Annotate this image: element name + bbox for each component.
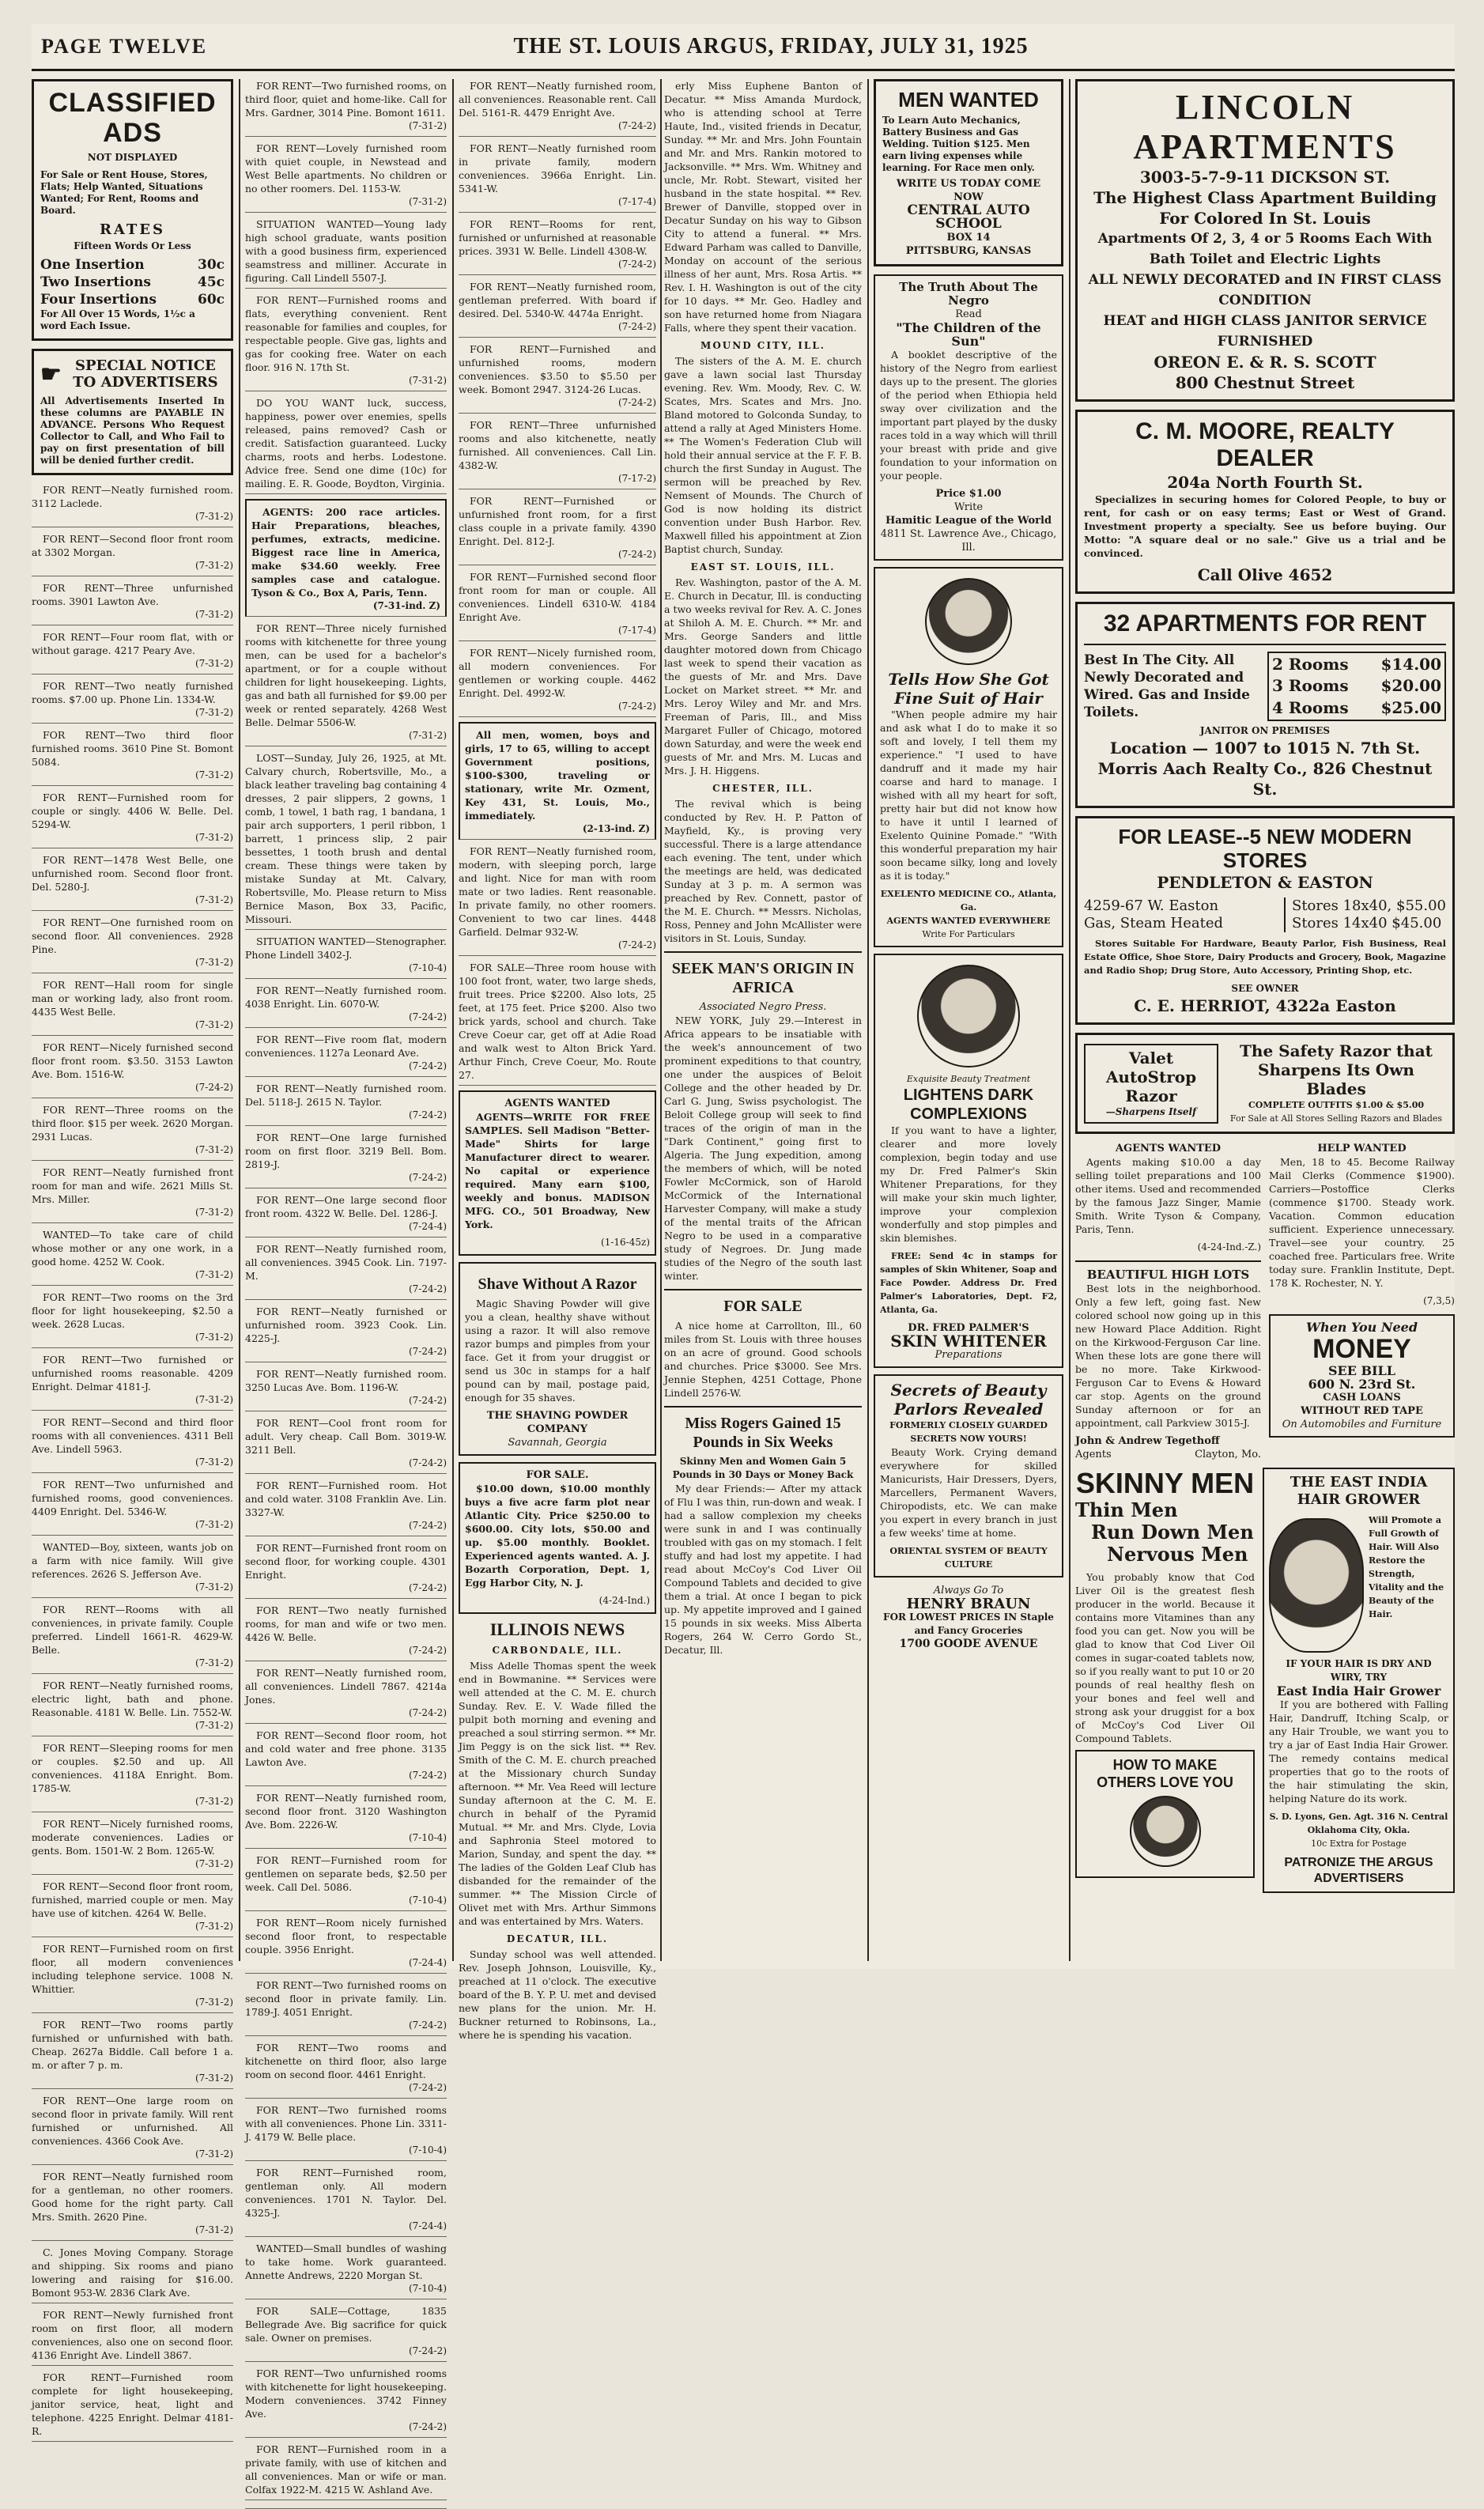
classified-ad: FOR RENT—Furnished room on first floor, all modern conveniences including telephone service. 1008 N. Whittier. (7-31-2) xyxy=(32,1942,233,2013)
column-6 xyxy=(1075,79,1455,1961)
classified-ad: WANTED—Small bundles of washing to take home. Work guaranteed. Annette Andrews, 2220 Morgan St. (7-10-4) xyxy=(245,2242,447,2299)
newspaper-title: THE ST. LOUIS ARGUS, FRIDAY, JULY 31, 1925 xyxy=(513,33,1029,59)
special-notice-body: All Advertisements Inserted In these columns are PAYABLE IN ADVANCE. Persons Who Request Collector to Call, and Who Fail to pay on first presentation of bill will be denied further credit. xyxy=(40,395,225,466)
column-1 xyxy=(32,79,233,2437)
classified-ad: FOR RENT—Furnished front room on second floor, for working couple. 4301 Enright. (7-24-2) xyxy=(245,1541,447,1599)
agents-wanted-box: AGENTS WANTED AGENTS—WRITE FOR FREE SAMPLES. Sell Madison "Better-Made" Shirts for large Manufacturer direct to wearer. No capital or experience required. Many earn $100, weekly and bonus. MADISON MFG. CO., 501 Broadway, New York. (1-16-45z) xyxy=(459,1090,656,1256)
men-wanted-ad: MEN WANTED To Learn Auto Mechanics, Battery Business and Gas Welding. Tuition $125. Men earn living expenses while learning. For Race men only. WRITE US TODAY COME NOW CENTRAL AUTO SCHOOL BOX 14 PITTSBURG, KANSAS xyxy=(874,79,1063,266)
classified-ad: FOR RENT—Furnished room for couple or singly. 4406 W. Belle. Del. 5294-W. (7-31-2) xyxy=(32,791,233,848)
classified-ad: FOR RENT—Furnished rooms and flats, everything convenient. Rent reasonable for families and couples, for respectable people. Give gas, lights and gas for cooking free. Water on each floor. 916 N. 17th St. (7-31-2) xyxy=(245,293,447,391)
newspaper-page xyxy=(32,24,1455,2496)
east-india-hair-ad: THE EAST INDIA HAIR GROWER Will Promote a Full Growth of Hair. Will Also Restore the Strength, Vitality and the Beauty of the Hair. IF YOUR HAIR IS DRY AND WIRY, TRY East India Hair Grower If you are bothered with Falling Hair, Dandruff, Itching Scalp, or any Hair Trouble, we want you to try a jar of East India Hair Grower. The remedy contains medical properties that go to the roots of the hair stimulating the skin, helping Nature do its work. S. D. Lyons, Gen. Agt. 316 N. Central Oklahoma City, Okla. 10c Extra for Postage PATRONIZE THE ARGUS ADVERTISERS xyxy=(1263,1468,1455,1893)
classified-ad: FOR RENT—Furnished or unfurnished front room, for a first class couple in a private family. 4390 Enright. Del. 812-J. (7-24-2) xyxy=(459,494,656,565)
classified-ad: FOR RENT—Neatly furnished rooms, electric light, bath and phone. Reasonable. 4181 W. Belle. Lin. 7552-W. (7-31-2) xyxy=(32,1679,233,1736)
classified-ad-government: All men, women, boys and girls, 17 to 65, willing to accept Government positions, $100-$300, traveling or stationary, write Mr. Ozment, Key 431, St. Louis, Mo., immediately. (2-13-ind. Z) xyxy=(459,722,656,840)
farm-sale-ad: FOR SALE. $10.00 down, $10.00 monthly buys a five acre farm plot near Atlantic City. Price $250.00 to $600.00. City lots, $50.00 and up. $5.00 monthly. Booklet. Experienced agents wanted. A. J. Bozarth Corporation, Dept. 1, Egg Harbor City, N. J. (4-24-Ind.) xyxy=(459,1462,656,1614)
classified-ad xyxy=(245,2505,447,2509)
classified-ad: FOR RENT—Second floor room, hot and cold water and free phone. 3135 Lawton Ave. (7-24-2) xyxy=(245,1729,447,1786)
classified-ad: FOR RENT—Second floor front room at 3302 Morgan. (7-31-2) xyxy=(32,532,233,576)
rate-row: Four Insertions 60c xyxy=(40,292,225,308)
classified-ad: FOR RENT—Five room flat, modern conveniences. 1127a Leonard Ave. (7-24-2) xyxy=(245,1033,447,1077)
special-notice-title: SPECIAL NOTICE TO ADVERTISERS xyxy=(73,357,218,391)
classified-ad: FOR RENT—One large room on second floor in private family. Will rent furnished or unfurnished. All conveniences. 4366 Cook Ave. (7-31-2) xyxy=(32,2094,233,2165)
classified-ad: FOR SALE—Cottage, 1835 Bellegrade Ave. Big sacrifice for quick sale. Owner on premises. (7-24-2) xyxy=(245,2304,447,2362)
rates-subtitle: Fifteen Words Or Less xyxy=(74,240,191,251)
classified-intro: For Sale or Rent House, Stores, Flats; Help Wanted, Situations Wanted; For Rent, Rooms and Board. xyxy=(40,169,208,216)
classified-ad: FOR RENT—Neatly furnished room. 4038 Enright. Lin. 6070-W. (7-24-2) xyxy=(245,984,447,1028)
classified-ad: FOR RENT—Two furnished rooms with all conveniences. Phone Lin. 3311-J. 4179 W. Belle place. (7-10-4) xyxy=(245,2103,447,2161)
classified-ad: FOR RENT—Furnished room for gentlemen on separate beds, $2.50 per week. Call Del. 5086. (7-10-4) xyxy=(245,1853,447,1911)
classified-ad: FOR RENT—Three rooms on the third floor. $15 per week. 2620 Morgan. 2931 Lucas. (7-31-2) xyxy=(32,1103,233,1161)
classified-ad: FOR RENT—Lovely furnished room with quiet couple, in Newstead and West Belle apartments. No children or no other roomers. Del. 1153-W. (7-31-2) xyxy=(245,142,447,213)
classified-ad: FOR RENT—Two third floor furnished rooms. 3610 Pine St. Bomont 5084. (7-31-2) xyxy=(32,728,233,786)
classified-ad: FOR RENT—Neatly furnished room. Del. 5118-J. 2615 N. Taylor. (7-24-2) xyxy=(245,1082,447,1126)
woman-portrait-illustration xyxy=(925,578,1012,665)
woman-long-hair-illustration xyxy=(1269,1518,1364,1653)
shave-ad: Shave Without A Razor Magic Shaving Powder will give you a clean, healthy shave without using a razor. It will also remove razor bumps and pimples from your face. Get it from your druggist or send us 30c in stamps for a half pound can by mail, postage paid, enough for 35 shaves. THE SHAVING POWDER COMPANY Savannah, Georgia xyxy=(459,1262,656,1456)
classified-ad: FOR RENT—One large furnished room on first floor. 3219 Bell. Bom. 2819-J. (7-24-2) xyxy=(245,1131,447,1188)
illinois-news-heading: ILLINOIS NEWS xyxy=(489,1619,625,1639)
classified-ad: FOR RENT—Neatly furnished room, second floor front. 3120 Washington Ave. Bom. 2226-W. (7-10-4) xyxy=(245,1791,447,1849)
classified-ad: WANTED—To take care of child whose mother or any one work, in a good home. 4252 W. Cook. (7-31-2) xyxy=(32,1228,233,1286)
classified-ad: FOR RENT—Neatly furnished room in private family, modern conveniences. 3966a Enright. Lin. 5341-W. (7-17-4) xyxy=(459,142,656,213)
africa-headline: SEEK MAN'S ORIGIN IN AFRICA xyxy=(671,960,855,996)
classified-ad: FOR RENT—Three nicely furnished rooms with kitchenette for three young men, can be used for a bachelor's apartment, or for a couple without children for light housekeeping. Lights, gas and bath all furnished for $9.00 per week or rented separately. 4268 West Belle. Delmar 5506-W. (7-31-2) xyxy=(245,622,447,746)
classified-ad: FOR RENT—Second and third floor rooms with all conveniences. 4311 Bell Ave. Lindell 5963. (7-31-2) xyxy=(32,1415,233,1473)
rate-row: Two Insertions 45c xyxy=(40,274,225,290)
column-4: erly Miss Euphene Banton of Decatur. ** Miss Amanda Murdock, who is attending school at Terre Haute, Ind., visited friends in Decatur, Sunday. ** Mr. and Mrs. John Fountain and Mr. and Mrs. Rankin motored to Jacksonville. ** Mrs. Wm. Whitney and uncle, Mr. Robt. Stewart, visited her husband in the state hospital. ** Rev. Brewer of Danville, stopped over in Decatur Sunday on his way to Gibson City to attend a funeral. ** Mrs. Edward Parham was called to Danville, Monday on account of the serious illness of her aunt, Mrs. Rosa Artis. ** Rev. I. H. Washington is out of the city for 10 days. ** Mr. Geo. Hadley and son have returned home from Niagara Falls, where they spent their vacation. MOUND CITY, ILL. The sisters of the A. M. E. church gave a lawn social last Thursday evening. Rev. Wm. Moody, Rev. C. W. Scates, Mrs. Scates and Mrs. Jno. Bland motored to Golconda Sunday, to attend a rally at Aged Ministers Home. ** The Women's Federation Club will hold their annual service at the F. F. B. church the first Sunday in August. The sermon will be preached by Rev. Nemsent of Mounds. The Church of God is now holding its district convention under Bush Harbor. Rev. Maxwell filled his appointment at Zion Baptist church, Sunday. EAST ST. LOUIS, ILL. Rev. Washington, pastor of the A. M. E. Church in Decatur, Ill. is conducting a two weeks revival for Rev. A. C. Jones at Shiloh A. M. E. Church. ** Mr. and Mrs. George Sanders and little daughter motored down from Chicago last week to spend their vacation as the guests of Mr. and Mrs. Dave Locket on Market street. ** Mr. and Mrs. Leroy Wiley and Mr. and Mrs. Freeman of Paris, Ill., and Miss Margaret Fuller of Chicago, motored down Saturday, and were the week end guests of Mr. and Mrs. M. Lucas and Mrs. J. H. Higgens. CHESTER, ILL. The revival which is being conducted by Rev. H. P. Patton of Mayfield, Ky., is proving very successful. There is a large attendance each evening. The tent, under which the meetings are held, was dedicated Sunday at 3 p. m. A sermon was preached by Rev. Connett, pastor of the M. E. Church. ** Messrs. Nicholas, Ross, Penney and John McAllister were visitors in St. Louis, Sunday. SEEK MAN'S ORIGIN IN AFRICA Associated Negro Press. NEW YORK, July 29.—Interest in Africa appears to be insatiable with the week's announcement of two prominent expeditions to that country, one under the auspices of Beloit College and the other headed by Dr. Carl G. Jung, Swiss psychologist. The Beloit College group will seek to find traces of the origin of man in the "Dark Continent," going first to Algeria. The Jung expedition, among the members of which, will be noted Fowler McCormick, son of Harold McCormick of the International Harvester Company, will make a study of the mental traits of the African Negro to be used in a comparative study of Negroes. Dr. Jung made studies of the Negro of the south last winter. FOR SALE A nice home at Carrollton, Ill., 60 miles from St. Louis with three houses on an acre of ground. Good schools and churches. Price $3000. See Mrs. Jennie Stephen, 4251 Cottage, Phone Lindell 2576-W. Miss Rogers Gained 15 Pounds in Six Weeks Skinny Men and Women Gain 5 Pounds in 30 Days or Money Back My dear Friends:— After my attack of Flu I was thin, run-down and weak. I had a sallow complexion my cheeks were sunk in and I was continually troubled with gas on my stomach. I felt stuffy and had lost my appetite. I had read about McCoy's Cod Liver Oil Compound Tablets and decided to give them a trial. At once I began to pick up. My appetite improved and I gained 15 pounds in six weeks. Miss Alberta Rogers, 264 W. Cerro Gordo St., Decatur, Ill. xyxy=(664,80,862,1656)
classified-ad: FOR RENT—Cool front room for adult. Very cheap. Call Bom. 3019-W. 3211 Bell. (7-24-2) xyxy=(245,1416,447,1474)
classified-ad: FOR RENT—Neatly furnished room. 3250 Lucas Ave. Bom. 1196-W. (7-24-2) xyxy=(245,1367,447,1411)
price-row: 4 Rooms $25.00 xyxy=(1272,698,1441,718)
pointing-hand-icon: ☛ xyxy=(40,360,62,388)
classified-ad: FOR RENT—Neatly furnished room, all conveniences. Reasonable rent. Call Del. 5161-R. 4479 Enright Ave. (7-24-2) xyxy=(459,79,656,137)
classified-ad: LOST—Sunday, July 26, 1925, at Mt. Calvary church, Robertsville, Mo., a black leather traveling bag containing 4 dresses, 2 pair slippers, 2 gowns, 1 comb, 1 towel, 1 bath rag, 1 bandana, 1 pair arch supporters, 1 peril ribbon, 1 barrett, 1 princess slip, 2 pair bessettes, 1 tooth brush and dental cream. These things were taken by mistake Sunday at Mt. Calvary, Robertsville, Mo. Please return to Miss Bernice Mason, Box 33, Pacific, Missouri. xyxy=(245,751,447,930)
classified-ad: FOR SALE—Three room house with 100 foot front, water, two large sheds, fruit trees. Price $2200. Also lots, 25 feet, at 175 feet. Price $200. Also two brick yards, school and church. Take Creve Coeur car, get off at Adie Road and walk west to Alton Brick Yard. Arthur Finch, Creve Coeur, Mo. Route 27. xyxy=(459,961,656,1086)
classified-ad: FOR RENT—Two unfurnished and furnished rooms, good conveniences. 4409 Enright. Del. 5346-W. (7-31-2) xyxy=(32,1478,233,1536)
classified-ad-agents: AGENTS: 200 race articles. Hair Preparations, bleaches, perfumes, extracts, medicine. Biggest race line in America, make $34.60 weekly. Free samples case and catalogue. Tyson & Co., Box A, Paris, Tenn. (7-31-ind. Z) xyxy=(245,499,447,617)
classified-ad: FOR RENT—One large second floor front room. 4322 W. Belle. Del. 1286-J. (7-24-4) xyxy=(245,1193,447,1237)
shave-ad-title: Shave Without A Razor xyxy=(478,1275,637,1293)
rates-title: RATES xyxy=(99,221,166,238)
classified-ad: FOR RENT—Neatly furnished room, gentleman preferred. With board if desired. Del. 5340-W. 4474a Enright. (7-24-2) xyxy=(459,280,656,338)
classified-ad: FOR RENT—Neatly furnished or unfurnished room. 3923 Cook. Lin. 4225-J. (7-24-2) xyxy=(245,1305,447,1362)
classified-ad: FOR RENT—Two neatly furnished rooms, for man and wife or two men. 4426 W. Belle. (7-24-2) xyxy=(245,1604,447,1661)
page-number: PAGE TWELVE xyxy=(41,34,208,58)
classified-subtitle: NOT DISPLAYED xyxy=(87,152,178,163)
classified-ad: FOR RENT—Neatly furnished room. 3112 Laclede. (7-31-2) xyxy=(32,483,233,527)
classified-ad: FOR RENT—Rooms with all conveniences, in private family. Couple preferred. Lindell 1661-R. 4629-W. Belle. (7-31-2) xyxy=(32,1603,233,1674)
apartment-price-table xyxy=(1267,652,1446,721)
moore-realty-ad: C. M. MOORE, REALTY DEALER 204a North Fourth St. Specializes in securing homes for Colored People, to buy or rent, for cash or on easy terms; East or West of Grand. Investment property a specialty. See us before buying. Our Motto: "A square deal or no sale." Give us a trial and be convinced. Call Olive 4652 xyxy=(1075,410,1455,594)
classified-ad: FOR RENT—Neatly furnished room, all conveniences. 3945 Cook. Lin. 7197-M. (7-24-2) xyxy=(245,1242,447,1300)
classified-ad: FOR RENT—Furnished room, gentleman only. All modern conveniences. 1701 N. Taylor. Del. 4325-J. (7-24-4) xyxy=(245,2166,447,2237)
woman-portrait-illustration xyxy=(917,965,1020,1067)
classified-ad: FOR RENT—Neatly furnished room, modern, with sleeping porch, large and light. Nice for man with room mate or two ladies. Rent reasonable. In private family, no other roomers. Convenient to two car lines. 4448 Garfield. Delmar 932-W. (7-24-2) xyxy=(459,845,656,956)
classified-ad: FOR RENT—Nicely furnished room, all modern conveniences. For gentlemen or working couple. 4462 Enright. Del. 4992-W. (7-24-2) xyxy=(459,646,656,717)
classified-ad: FOR RENT—Two rooms and kitchenette on third floor, also large room on second floor. 4461 Enright. (7-24-2) xyxy=(245,2041,447,2099)
classified-ad: DO YOU WANT luck, success, happiness, power over enemies, spells released, pains removed? Cash or credit. Satisfaction guaranteed. Lucky charms, roots and herbs. Lodestone. Advice free. Send one dime (10c) for mailing. E. R. Goode, Boydton, Virginia. xyxy=(245,396,447,494)
rates-note: For All Over 15 Words, 1½c a word Each Issue. xyxy=(40,308,195,331)
classified-ad: C. Jones Moving Company. Storage and shipping. Six rooms and piano lowering and raising for $16.00. Bomont 953-W. 2836 Clark Ave. xyxy=(32,2246,233,2303)
skin-whitener-ad: Exquisite Beauty Treatment LIGHTENS DARK COMPLEXIONS If you want to have a lighter, clearer and more lovely complexion, begin today and use my Dr. Fred Palmer's Skin Whitener Preparations, for they will make your skin much lighter, improve your complexion wonderfully and stop pimples and skin blemishes. FREE: Send 4c in stamps for samples of Skin Whitener, Soap and Face Powder. Address Dr. Fred Palmer's Laboratories, Dept. F2, Atlanta, Ga. DR. FRED PALMER'S SKIN WHITENER Preparations xyxy=(874,954,1063,1368)
column-rule xyxy=(867,79,869,1961)
price-row: 2 Rooms $14.00 xyxy=(1272,654,1441,674)
classified-ad: FOR RENT—Sleeping rooms for men or couples. $2.50 and up. All conveniences. 4118A Enright. Bom. 1785-W. (7-31-2) xyxy=(32,1741,233,1812)
price-row: 3 Rooms $20.00 xyxy=(1272,676,1441,696)
classified-ad: FOR RENT—One furnished room on second floor. All conveniences. 2928 Pine. (7-31-2) xyxy=(32,916,233,973)
classified-ad: FOR RENT—1478 West Belle, one unfurnished room. Second floor front. Del. 5280-J. (7-31-2) xyxy=(32,853,233,911)
truth-about-negro-ad: The Truth About The Negro Read "The Children of the Sun" A booklet descriptive of the history of the Negro from earliest days up to the present. The glories of the period when Ethiopia held sway over civilization and the important part played by the dusky races told in a way which will thrill your breast with pride and give foundation to your information on your people. Price $1.00 Write Hamitic League of the World 4811 St. Lawrence Ave., Chicago, Ill. xyxy=(874,274,1063,561)
classified-ad: FOR RENT—Furnished room complete for light housekeeping, janitor service, heat, light and telephone. 4225 Enright. Delmar 4181-R. xyxy=(32,2371,233,2442)
agents-wanted-box-2: AGENTS WANTED Agents making $10.00 a day selling toilet preparations and 100 other items. Used and recommended by the famous Jazz Singer, Mamie Smith. Write Tyson & Company, Paris, Tenn. (4-24-Ind.-Z.) BEAUTIFUL HIGH LOTS Best lots in the neighborhood. Only a few left, going fast. New colored school now going up in this new Howard Place Addition. Right on the Kirkwood-Ferguson Car line. When these lots are gone there will be no more. Take Kirkwood-Ferguson Car to Evens & Howard car stop. Agents on the ground Sunday afternoon or for an appointment, call Parkview 3015-J. John & Andrew Tegethoff Agents Clayton, Mo. xyxy=(1075,1143,1261,1460)
classified-ad: FOR RENT—Two rooms on the 3rd floor for light housekeeping, $2.50 a week. 2628 Lucas. (7-31-2) xyxy=(32,1290,233,1348)
column-rule xyxy=(1069,79,1071,1961)
classified-ad: FOR RENT—Three unfurnished rooms. 3901 Lawton Ave. (7-31-2) xyxy=(32,581,233,625)
classified-ad: FOR RENT—Furnished and unfurnished rooms, modern conveniences. $3.50 to $5.50 per week. Bomont 2947. 3124-26 Lucas. (7-24-2) xyxy=(459,342,656,414)
classified-ad: FOR RENT—Rooms for rent, furnished or unfurnished at reasonable prices. 3931 W. Belle. Lindell 4308-W. (7-24-2) xyxy=(459,217,656,275)
classified-ad: FOR RENT—Neatly furnished room, all conveniences. Lindell 7867. 4214a Jones. (7-24-2) xyxy=(245,1666,447,1724)
column-rule xyxy=(452,79,454,1961)
classified-ad: FOR RENT—Four room flat, with or without garage. 4217 Peary Ave. (7-31-2) xyxy=(32,630,233,674)
column-3: FOR RENT—Neatly furnished room, all conveniences. Reasonable rent. Call Del. 5161-R. 4479 Enright Ave. (7-24-2) FOR RENT—Neatly furnished room in private family, modern conveniences. 3966a Enright. Lin. 5341-W. (7-17-4) FOR RENT—Rooms for rent, furnished or unfurnished at reasonable prices. 3931 W. Belle. Lindell 4308-W. (7-24-2) FOR RENT—Neatly furnished room, gentleman preferred. With board if desired. Del. 5340-W. 4474a Enright. (7-24-2) FOR RENT—Furnished and unfurnished rooms, modern conveniences. $3.50 to $5.50 per week. Bomont 2947. 3124-26 Lucas. (7-24-2) FOR RENT—Three unfurnished rooms and also kitchenette, neatly furnished. All conveniences. Call Lin. 4382-W. (7-17-2) FOR RENT—Furnished or unfurnished front room, for a first class couple in a private family. 4390 Enright. Del. 812-J. (7-24-2) FOR RENT—Furnished second floor front room for man or couple. All conveniences. Lindell 6310-W. 4184 Enright Ave. (7-17-4) FOR RENT—Nicely furnished room, all modern conveniences. For gentlemen or working couple. 4462 Enright. Del. 4992-W. (7-24-2) All men, women, boys and girls, 17 to 65, willing to accept Government positions, $100-$300, traveling or stationary, write Mr. Ozment, Key 431, St. Louis, Mo., immediately. (2-13-ind. Z) FOR RENT—Neatly furnished room, modern, with sleeping porch, large and light. Nice for man with room mate or two ladies. Rent reasonable. In private family, no other roomers. Convenient to two car lines. 4448 Garfield. Delmar 932-W. (7-24-2) FOR SALE—Three room house with 100 foot front, water, two large sheds, fruit trees. Price $2200. Also lots, 25 feet, at 175 feet. Price $200. Also two brick yards, school and church. Take Creve Coeur car, get off at Adie Road and walk west to Alton Brick Yard. Arthur Finch, Creve Coeur, Mo. Route 27. AGENTS WANTED AGENTS—WRITE FOR FREE SAMPLES. Sell Madison "Better-Made" Shirts for large Manufacturer direct to wearer. No capital or experience required. Many earn $100, weekly and bonus. MADISON MFG. CO., 501 Broadway, New York. (1-16-45z) Shave Without A Razor Magic Shaving Powder will give you a clean, healthy shave without using a razor. It will also remove razor bumps and pimples from your face. Get it from your druggist or send us 30c in stamps for a half pound can by mail, postage paid, enough for 35 shaves. THE SHAVING POWDER COMPANY Savannah, Georgia FOR SALE. $10.00 down, $10.00 monthly buys a five acre farm plot near Atlantic City. Price $250.00 to $600.00. City lots, $50.00 and up. $5.00 monthly. Booklet. Experienced agents wanted. A. J. Bozarth Corporation, Dept. 1, Egg Harbor City, N. J. (4-24-Ind.) ILLINOIS NEWS CARBONDALE, ILL. Miss Adelle Thomas spent the week end in Bowmanine. ** Services were well attended at the C. M. E. church Sunday. Rev. E. V. Wade filled the pulpit both morning and evening and preached a soul stirring sermon. ** Mr. Jim Peggy is on the sick list. ** Rev. Smith of the C. M. E. church preached at the Missionary church Sunday afternoon. ** Mr. Vea Reed will lecture Sunday afternoon at the C. M. E. church in behalf of the Pyramid Mutual. ** Mr. and Mrs. Clyde, Lovia and Saphronia Steel motored to Marion, Sunday, and spent the day. ** The ladies of the Golden Leaf Club has disbanded for the remainder of the summer. ** The Mission Circle of Olivet met with Mrs. Arthur Simmons and was entertained by Mrs. Waters. DECATUR, ILL. Sunday school was well attended. Rev. Joseph Johnson, Louisville, Ky., preached at 11 o'clock. The executive board of the B. Y. P. U. met and devised new plans for the union. Mr. H. Buckner returned to Robinsons, La., where he is spending his vacation. xyxy=(459,80,656,2041)
column-rule xyxy=(239,79,240,1961)
classified-ad: FOR RENT—Second floor front room, furnished, married couple or men. May have use of kitchen. 4264 W. Belle. (7-31-2) xyxy=(32,1880,233,1937)
skinny-men-ad: SKINNY MEN Thin Men Run Down Men Nervous Men You probably know that Cod Liver Oil is the greatest flesh producer in the world. Because it contains more Vitamines than any food you can get. Now you will be glad to know that Cod Liver Oil comes in sugar-coated tablets now, so if you really want to put 10 or 20 pounds of real healthy flesh on your bones and feel well and strong ask your druggist for a box of McCoy's Cod Liver Oil Compound Tablets. HOW TO MAKE OTHERS LOVE YOU xyxy=(1075,1468,1255,1899)
classified-ad: FOR RENT—Room nicely furnished second floor front, to respectable couple. 3956 Enright. (7-24-4) xyxy=(245,1916,447,1974)
column-2 xyxy=(245,79,447,2496)
beauty-parlor-secrets-ad: Secrets of Beauty Parlors Revealed FORMERLY CLOSELY GUARDED SECRETS NOW YOURS! Beauty Work. Crying demand everywhere for skilled Manicurists, Hair Dressers, Dyers, Marcellers, Permanent Wavers, Chiropodists, etc. We can make you expert in every branch in just a few weeks' time at home. ORIENTAL SYSTEM OF BEAUTY CULTURE xyxy=(874,1374,1063,1578)
valet-razor-ad: Valet AutoStrop Razor —Sharpens Itself The Safety Razor that Sharpens Its Own Blades COMPLETE OUTFITS $1.00 & $5.00 For Sale at All Stores Selling Razors and Blades xyxy=(1075,1033,1455,1134)
classified-ad: FOR RENT—Nicely furnished rooms, moderate conveniences. Ladies or gents. Bom. 1501-W. 2 Bom. 1265-W. (7-31-2) xyxy=(32,1817,233,1875)
money-loans-ad: When You Need MONEY SEE BILL 600 N. 23rd St. CASH LOANS WITHOUT RED TAPE On Automobiles and Furniture xyxy=(1269,1314,1455,1438)
classified-ad: FOR RENT—Furnished room. Hot and cold water. 3108 Franklin Ave. Lin. 3327-W. (7-24-2) xyxy=(245,1479,447,1536)
hair-pomade-ad: Tells How She Got Fine Suit of Hair "When people admire my hair and ask what I do to make it so soft and lovely, I tell them my experience." "I used to have dandruff and it made my hair coarse and hard to manage. I wished with all my heart for soft, pretty hair but did not know how to have it until I learned of Exelento Quinine Pomade." "With this wonderful preparation my hair soon became silky, long and lovely as it is today." EXELENTO MEDICINE CO., Atlanta, Ga. AGENTS WANTED EVERYWHERE Write For Particulars xyxy=(874,567,1063,947)
classified-ad: SITUATION WANTED—Stenographer. Phone Lindell 3402-J. (7-10-4) xyxy=(245,935,447,979)
classified-ad: FOR RENT—Furnished second floor front room for man or couple. All conveniences. Lindell 6310-W. 4184 Enright Ave. (7-17-4) xyxy=(459,570,656,641)
classified-ad: FOR RENT—Two unfurnished rooms with kitchenette for light housekeeping. Modern conveniences. 3742 Finney Ave. (7-24-2) xyxy=(245,2367,447,2438)
classified-box xyxy=(32,79,233,341)
classified-ad: FOR RENT—Two rooms partly furnished or unfurnished with bath. Cheap. 2627a Biddle. Call before 1 a. m. or after 7 p. m. (7-31-2) xyxy=(32,2018,233,2089)
classified-ad: WANTED—Boy, sixteen, wants job on a farm with nice family. Will give references. 2626 S. Jefferson Ave. (7-31-2) xyxy=(32,1540,233,1598)
classified-ad: FOR RENT—Neatly furnished front room for man and wife. 2621 Mills St. Mrs. Miller. (7-31-2) xyxy=(32,1166,233,1223)
love-ad: HOW TO MAKE OTHERS LOVE YOU xyxy=(1075,1750,1255,1878)
rogers-headline: Miss Rogers Gained 15 Pounds in Six Weeks xyxy=(685,1415,841,1451)
classified-ad: FOR RENT—Two furnished rooms, on third floor, quiet and home-like. Call for Mrs. Gardner, 3014 Pine. Bomont 1611. (7-31-2) xyxy=(245,79,447,137)
classified-ad: FOR RENT—Nicely furnished second floor front room. $3.50. 3153 Lawton Ave. Bom. 1516-W. (7-24-2) xyxy=(32,1041,233,1098)
news-continued: erly Miss Euphene Banton of Decatur. ** Miss Amanda Murdock, who is attending school at Terre Haute, Ind., visited friends in Decatur, Sunday. ** Mr. and Mrs. John Fountain and Mr. and Mrs. Rankin motored to Jacksonville. ** Mrs. Wm. Whitney and uncle, Mr. Robt. Stewart, visited her husband in the state hospital. ** Rev. Brewer of Danville, stopped over in Decatur Sunday on his way to Gibson City to attend a funeral. ** Mrs. Edward Parham was called to Danville, Monday on account of the serious illness of her aunt, Mrs. Rosa Artis. ** Rev. I. H. Washington is out of the city for 10 days. ** Mr. Geo. Hadley and son have returned home from Niagara Falls, where they spent their vacation. xyxy=(664,80,862,334)
classified-title: CLASSIFIED ADS xyxy=(48,88,217,148)
classified-ad: FOR RENT—Newly furnished front room on first floor, all modern conveniences, also one on second floor. 4136 Enright Ave. Lindell 3867. xyxy=(32,2308,233,2366)
classified-ad: SITUATION WANTED—Young lady high school graduate, wants position with a good business firm, experienced seamstress and milliner. Accurate in figuring. Call Lindell 5507-J. xyxy=(245,217,447,289)
classified-list xyxy=(32,483,233,2442)
classified-ad: FOR RENT—Hall room for single man or working lady, also front room. 4435 West Belle. (7-31-2) xyxy=(32,978,233,1036)
apartments-for-rent-ad: 32 APARTMENTS FOR RENT Best In The City. All Newly Decorated and Wired. Gas and Inside Toilets. 2 Rooms $14.00 3 Rooms $20.00 4 Rooms $25.00 JANITOR ON PREMISES Location — 1007 to 1015 N. 7th St. Morris Aach Realty Co., 826 Chestnut St. xyxy=(1075,602,1455,808)
henry-braun-ad: Always Go To HENRY BRAUN FOR LOWEST PRICES IN Staple and Fancy Groceries 1700 GOODE AVENUE xyxy=(883,1585,1054,1650)
help-wanted-box: HELP WANTED Men, 18 to 45. Become Railway Mail Clerks (Commence $1900). Carriers—Postoffice Clerks (commence $1700. Steady work. Vacation. Common education sufficient. Experience unnecessary. Travel—see your country. 25 coached free. Particulars free. Write today sure. Franklin Institute, Dept. 178 K. Rochester, N. Y. (7,3,5) When You Need MONEY SEE BILL 600 N. 23rd St. CASH LOANS WITHOUT RED TAPE On Automobiles and Furniture xyxy=(1269,1142,1455,1461)
lincoln-apartments-ad: LINCOLN APARTMENTS 3003-5-7-9-11 DICKSON ST. The Highest Class Apartment Building For Colored In St. Louis Apartments Of 2, 3, 4 or 5 Rooms Each With Bath Toilet and Electric Lights ALL NEWLY DECORATED and IN FIRST CLASS CONDITION HEAT and HIGH CLASS JANITOR SERVICE FURNISHED OREON E. & R. S. SCOTT 800 Chestnut Street xyxy=(1075,79,1455,402)
classified-ad: FOR RENT—Two neatly furnished rooms. $7.00 up. Phone Lin. 1334-W. (7-31-2) xyxy=(32,679,233,724)
classified-ad: FOR RENT—Neatly furnished room for a gentleman, no other roomers. Good home for the right party. Call Mrs. Smith. 2620 Pine. (7-31-2) xyxy=(32,2170,233,2241)
classified-ad: FOR RENT—Furnished room in a private family, with use of kitchen and all conveniences. Man or wife or man. Colfax 1922-M. 4215 W. Ashland Ave. xyxy=(245,2443,447,2500)
woman-portrait-illustration xyxy=(1130,1796,1201,1867)
classified-ad: FOR RENT—Two furnished rooms on second floor in private family. Lin. 1789-J. 4051 Enright. (7-24-2) xyxy=(245,1978,447,2036)
masthead xyxy=(32,24,1455,71)
column-5 xyxy=(874,79,1063,1961)
classified-ad: FOR RENT—Three unfurnished rooms and also kitchenette, neatly furnished. All conveniences. Call Lin. 4382-W. (7-17-2) xyxy=(459,418,656,489)
column-rule xyxy=(660,79,662,1961)
classified-ad: FOR RENT—Two furnished or unfurnished rooms reasonable. 4209 Enright. Delmar 4181-J. (7-31-2) xyxy=(32,1353,233,1411)
rate-row: One Insertion 30c xyxy=(40,257,225,273)
stores-for-lease-ad: FOR LEASE--5 NEW MODERN STORES PENDLETON & EASTON 4259-67 W. Easton Gas, Steam Heated Stores 18x40, $55.00 Stores 14x40 $45.00 Stores Suitable For Hardware, Beauty Parlor, Fish Business, Real Estate Office, Shoe Store, Dairy Products and Grocery, Book, Magazine and Radio Shop; Drug Store, Auto Accessory, Printing Shop, etc. SEE OWNER C. E. HERRIOT, 4322a Easton xyxy=(1075,816,1455,1025)
special-notice-box xyxy=(32,349,233,475)
